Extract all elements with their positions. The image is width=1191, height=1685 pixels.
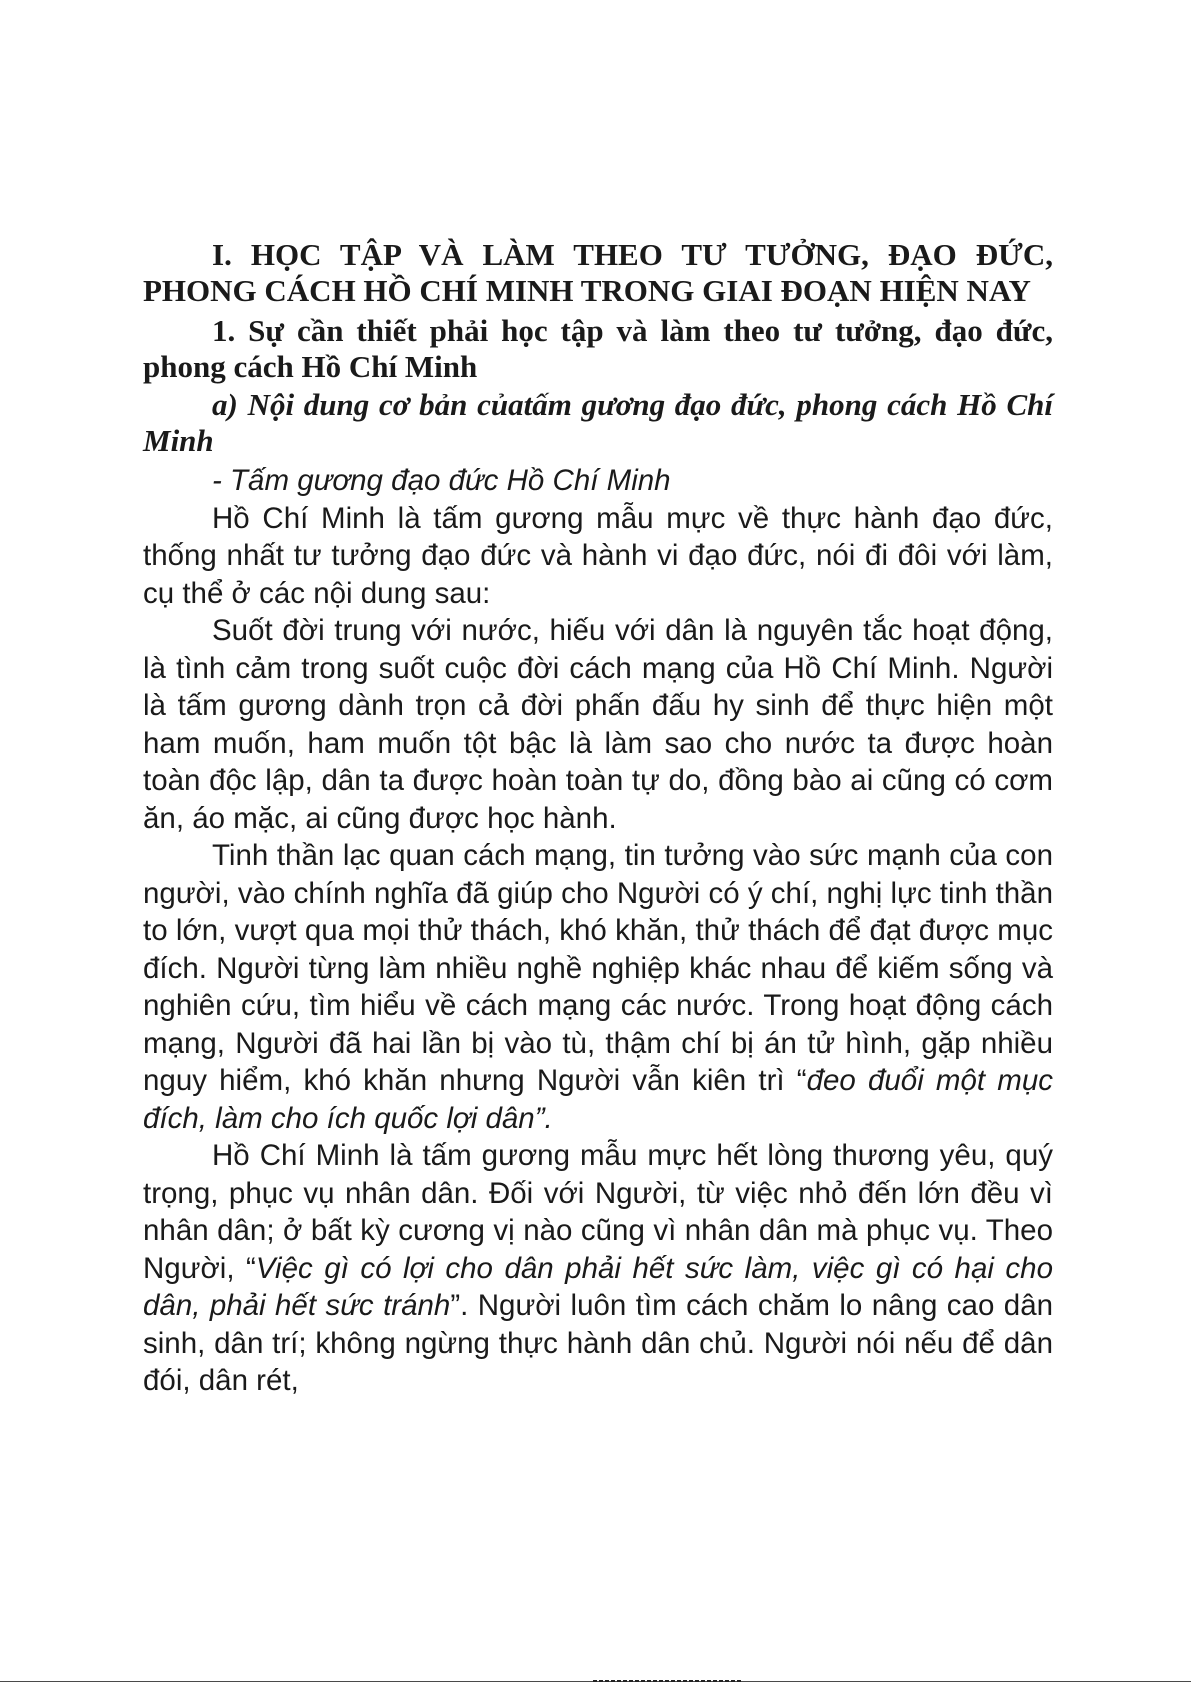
subheading-a: a) Nội dung cơ bản củatấm gương đạo đức, phong cách Hồ Chí Minh	[143, 387, 1053, 458]
paragraph-4-text-end: ”. Người luôn tìm cách chăm lo nâng cao dân sinh, dân trí; không ngừng thực hành dân chủ. Người nói nếu để dân đói, dân rét,	[143, 1289, 1054, 1397]
paragraph-3	[143, 837, 1053, 1137]
subheading-1: 1. Sự cần thiết phải học tập và làm theo tư tưởng, đạo đức, phong cách Hồ Chí Minh	[143, 313, 1053, 384]
document-page	[143, 237, 1053, 1400]
paragraph-4-quote: Việc gì có lợi cho dân phải hết sức làm, việc gì có hại cho dân, phải hết sức tránh	[143, 1251, 1053, 1322]
paragraph-1: Hồ Chí Minh là tấm gương mẫu mực về thực hành đạo đức, thống nhất tư tưởng đạo đức và hành vi đạo đức, nói đi đôi với làm, cụ thể ở các nội dung sau:	[143, 501, 1053, 610]
paragraph-2: Suốt đời trung với nước, hiếu với dân là nguyên tắc hoạt động, là tình cảm trong suốt cuộc đời cách mạng của Hồ Chí Minh. Người là tấm gương dành trọn cả đời phấn đấu hy sinh để thực hiện một ham muốn, ham muốn tột bậc là làm sao cho nước ta được hoàn toàn độc lập, dân ta được hoàn toàn tự do, đồng bào ai cũng có cơm ăn, áo mặc, ai cũng được học hành.	[143, 614, 1053, 835]
paragraph-4-text: Hồ Chí Minh là tấm gương mẫu mực hết lòng thương yêu, quý trọng, phục vụ nhân dân. Đối với Người, từ việc nhỏ đến lớn đều vì nhân dân; ở bất kỳ cương vị nào cũng vì nhân dân mà phục vụ. Theo Người, “	[143, 1139, 1053, 1285]
paragraph-3-text: Tinh thần lạc quan cách mạng, tin tưởng vào sức mạnh của con người, vào chính nghĩa đã giúp cho Người có ý chí, nghị lực tinh thần to lớn, vượt qua mọi thử thách, khó khăn, thử thách để đạt được mục đích. Người từng làm nhiều nghề nghiệp khác nhau để kiếm sống và nghiên cứu, tìm hiểu về cách mạng các nước. Trong hoạt động cách mạng, Người đã hai lần bị vào tù, thậm chí bị án tử hình, gặp nhiều nguy hiểm, khó khăn nhưng Người vẫn kiên trì “	[143, 839, 1053, 1097]
item-title: - Tấm gương đạo đức Hồ Chí Minh	[212, 464, 671, 497]
page-bottom-mark	[593, 1680, 743, 1682]
section-heading: I. HỌC TẬP VÀ LÀM THEO TƯ TƯỞNG, ĐẠO ĐỨC, PHONG CÁCH HỒ CHÍ MINH TRONG GIAI ĐOẠN HIỆN NAY	[143, 237, 1053, 308]
paragraph-4	[143, 1137, 1053, 1400]
paragraph-3-quote: đeo đuổi một mục đích, làm cho ích quốc lợi dân”.	[143, 1064, 1053, 1135]
